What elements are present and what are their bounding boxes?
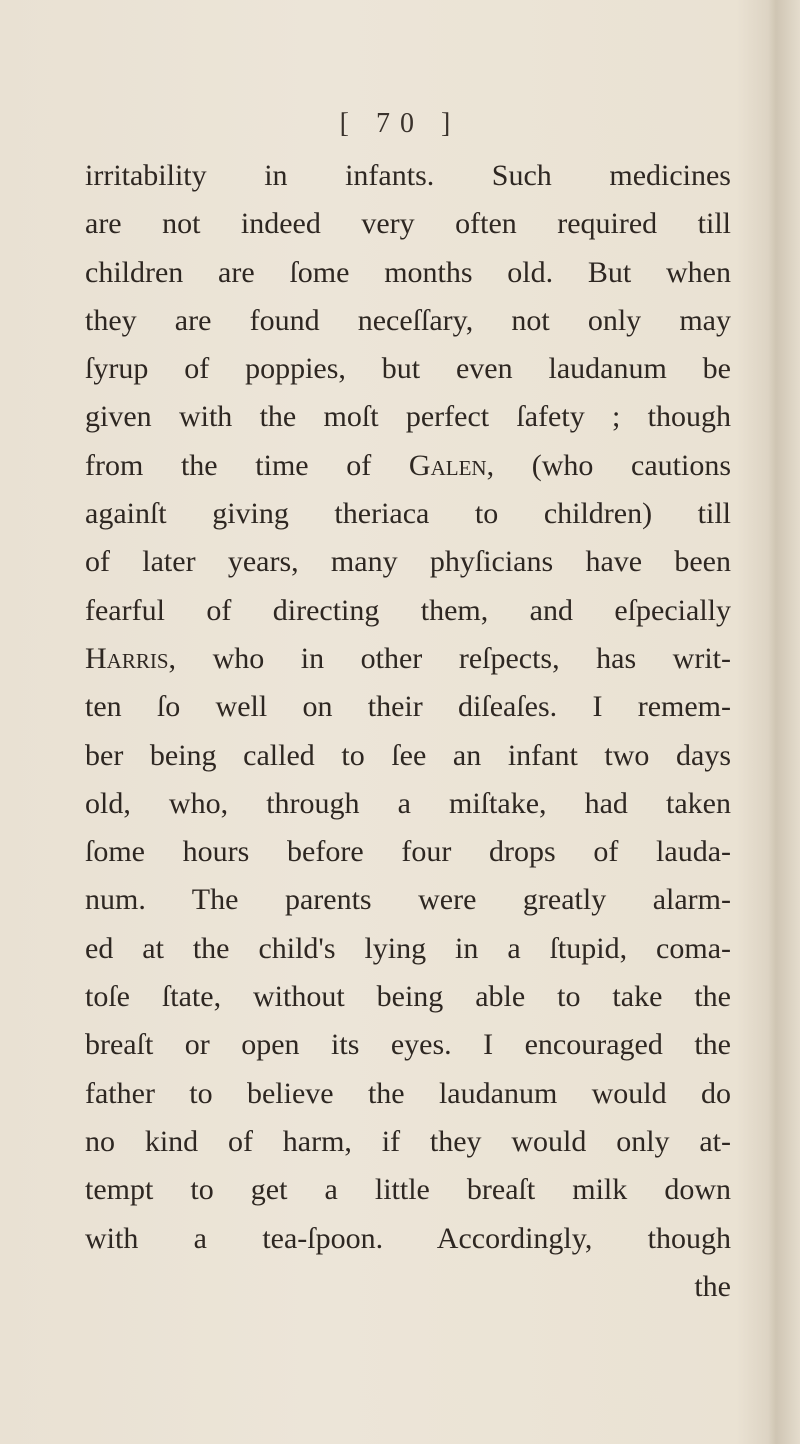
proper-name: Galen: [408, 448, 487, 482]
body-text: [85, 152, 731, 1311]
text-line: ten ſo well on their diſeaſes. I remem-: [85, 690, 731, 724]
text-line: no kind of harm, if they would only at-: [85, 1124, 731, 1158]
text-line: ed at the child's lying in a ſtupid, coma-: [85, 931, 731, 965]
text-line: ber being called to ſee an infant two days: [85, 738, 731, 772]
text-line: againſt giving theriaca to children) till: [85, 497, 731, 531]
text-line: ſyrup of poppies, but even laudanum be: [85, 352, 731, 386]
catchword: the: [694, 1269, 731, 1303]
text-line: toſe ſtate, without being able to take the: [85, 980, 731, 1014]
text-line: father to believe the laudanum would do: [85, 1076, 731, 1110]
text-line: they are found neceſſary, not only may: [85, 303, 731, 337]
text-line: given with the moſt perfect ſafety ; though: [85, 400, 731, 434]
text-line: breaſt or open its eyes. I encouraged the: [85, 1028, 731, 1062]
text-line: irritability in infants. Such medicines: [85, 159, 731, 192]
text-line: num. The parents were greatly alarm-: [85, 883, 731, 917]
text-line: children are ſome months old. But when: [85, 255, 731, 289]
text-line: old, who, through a miſtake, had taken: [85, 786, 731, 820]
text-line: with a tea-ſpoon. Accordingly, though: [85, 1221, 731, 1255]
text-line: ſome hours before four drops of lauda-: [85, 835, 731, 869]
proper-name: Harris: [85, 641, 169, 675]
page-number: [ 70 ]: [339, 108, 461, 139]
text-line: of later years, many phyſicians have been: [85, 545, 731, 579]
text-line: are not indeed very often required till: [85, 207, 731, 241]
text-line: Harris, who in other reſpects, has writ-: [85, 641, 731, 675]
text-line: fearful of directing them, and eſpecially: [85, 593, 731, 627]
text-line: tempt to get a little breaſt milk down: [85, 1173, 731, 1207]
text-line: from the time of Galen, (who cautions: [85, 448, 732, 482]
